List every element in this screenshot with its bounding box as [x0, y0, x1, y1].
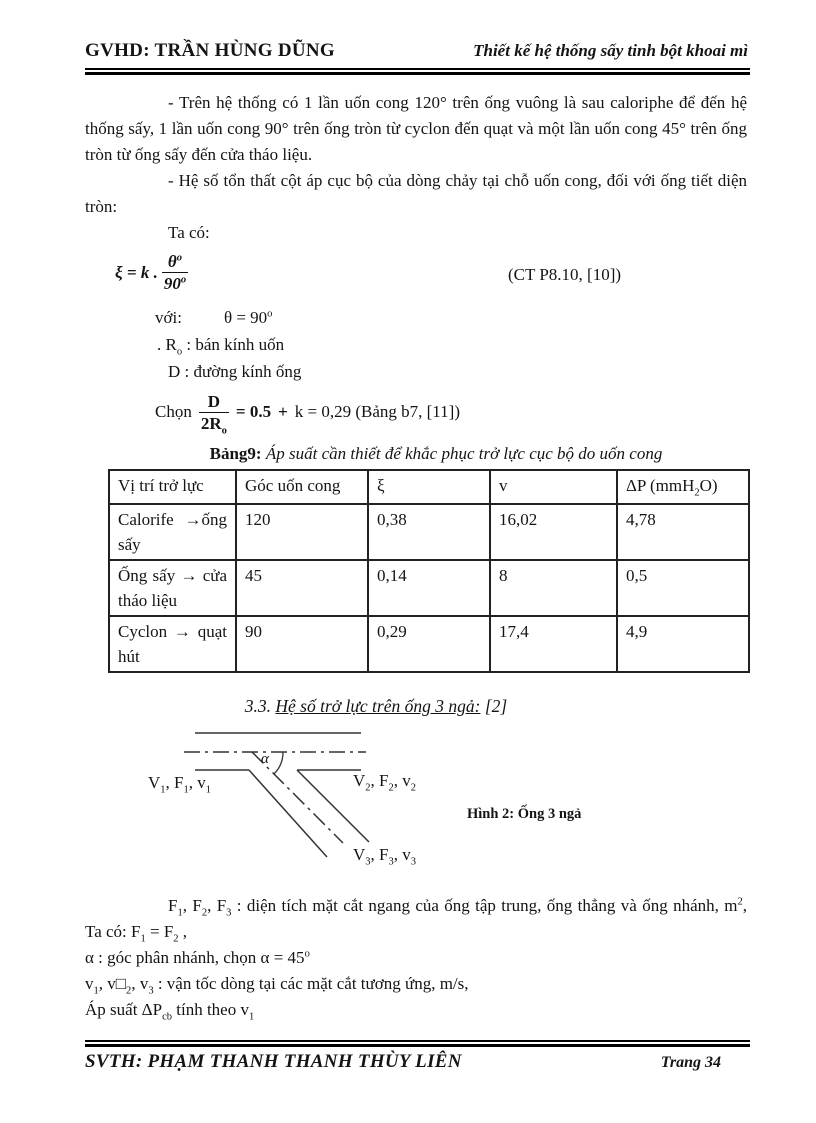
- table-row: [109, 616, 749, 672]
- chon-fraction-denominator: $2R_o$: [200, 413, 227, 436]
- header-cell-position: Vị trí trở lực: [109, 470, 236, 504]
- cell-angle: 120: [236, 504, 368, 560]
- table-caption: [85, 441, 747, 467]
- chon-equals-value: = 0.5: [235, 402, 272, 421]
- cell-xi: 0,38: [368, 504, 490, 560]
- three-way-pipe-diagram: [85, 721, 747, 893]
- chon-equation-row: [155, 385, 747, 439]
- pressure-loss-table: [108, 469, 750, 673]
- cell-xi: 0,14: [368, 560, 490, 616]
- note-pressure: Áp suất $\Delta P_{cb}$ tính theo $v_1$: [85, 1000, 255, 1023]
- note-velocities: $v_1$, $v□_2$, $v_3$ : vận tốc dòng tại các mặt cắt tương ứng, m/s,: [85, 974, 469, 997]
- definition-theta: [85, 304, 747, 331]
- cell-position: Ống sấy → cửa tháo liệu: [109, 560, 236, 616]
- section-number: 3.3.: [244, 696, 276, 716]
- page-content: [85, 90, 747, 1023]
- theta-value: $\theta = 90^o$: [223, 308, 273, 327]
- cell-dp: 4,78: [617, 504, 749, 560]
- note-cross-sections: $F_1$, $F_2$, $F_3$ : diện tích mặt cắt ngang của ống tập trung, ống thẳng và ống nhánh, $m^2$, Ta có: $F_1 = F_2$ ,: [85, 896, 747, 945]
- angle-alpha-label: α: [261, 751, 269, 767]
- fraction-denominator: 90$^o$: [163, 274, 187, 293]
- footer-rule: [85, 1040, 750, 1047]
- footer-page-number: Trang 34: [660, 1054, 721, 1071]
- header-rule: [85, 68, 750, 75]
- chon-fraction: [199, 391, 229, 434]
- formula-xi: [115, 251, 188, 294]
- formula-lhs: ξ = k .: [115, 262, 158, 282]
- chon-k-value: k = 0,29 (Bảng b7, [11]): [294, 402, 461, 421]
- branch-flow-label: $V_3$, $F_3$, $v_3$: [353, 845, 417, 868]
- definition-bend-radius: . $R_o$ : bán kính uốn: [157, 335, 285, 358]
- chon-plus-sign: +: [278, 402, 288, 421]
- header-doc-title: Thiết kế hệ thống sấy tinh bột khoai mì: [473, 41, 748, 60]
- page-footer: [85, 1051, 721, 1073]
- chon-label: Chọn: [155, 402, 192, 421]
- cell-angle: 90: [236, 616, 368, 672]
- inlet-flow-label: $V_1$, $F_1$, $v_1$: [148, 773, 212, 796]
- chon-fraction-numerator: D: [199, 391, 229, 413]
- straight-flow-label: $V_2$, $F_2$, $v_2$: [353, 771, 417, 794]
- header-cell-dp: ΔP (mmH$_2$O): [617, 470, 749, 504]
- cell-position: Calorife →ống sấy: [109, 504, 236, 560]
- header-cell-v: v: [490, 470, 617, 504]
- voi-label: với:: [155, 308, 182, 327]
- paragraph-bends: - Trên hệ thống có 1 lần uốn cong 120° trên ống vuông là sau caloriphe để đến hệ thống sấy, 1 lần uốn cong 90° trên ống tròn từ cyclon đến quạt và một lần uốn cong 45° trên ống tròn từ ống sấy đến cửa tháo liệu.: [85, 93, 747, 164]
- ta-co-label: Ta có:: [168, 223, 210, 242]
- cell-dp: 0,5: [617, 560, 749, 616]
- header-advisor-name: GVHD: TRẦN HÙNG DŨNG: [85, 40, 336, 61]
- paragraph-loss-coefficient: - Hệ số tổn thất cột áp cục bộ của dòng chảy tại chỗ uốn cong, đối với ống tiết diện tròn:: [85, 171, 747, 216]
- table-row: [109, 560, 749, 616]
- figure-caption: Hình 2: Ống 3 ngả: [467, 806, 582, 822]
- formula-fraction: [162, 251, 188, 294]
- cell-xi: 0,29: [368, 616, 490, 672]
- note-branch-angle: α : góc phân nhánh, chọn $\alpha = 45^o$: [85, 948, 310, 967]
- page-header: [85, 40, 748, 62]
- section-heading-3-3: [85, 693, 747, 719]
- footer-student-name: SVTH: PHẠM THANH THANH THÙY LIÊN: [85, 1051, 462, 1072]
- cell-position: Cyclon → quạt hút: [109, 616, 236, 672]
- header-cell-angle: Góc uốn cong: [236, 470, 368, 504]
- cell-v: 16,02: [490, 504, 617, 560]
- table-header-row: [109, 470, 749, 504]
- table-caption-text: Áp suất cần thiết để khắc phục trở lực cục bộ do uốn cong: [261, 444, 663, 463]
- formula-xi-row: [85, 246, 747, 304]
- fraction-numerator: $\theta^o$: [162, 251, 188, 273]
- table-caption-number: Bảng9:: [209, 444, 262, 463]
- cell-dp: 4,9: [617, 616, 749, 672]
- cell-angle: 45: [236, 560, 368, 616]
- table-row: [109, 504, 749, 560]
- cell-v: 8: [490, 560, 617, 616]
- cell-v: 17,4: [490, 616, 617, 672]
- section-reference: [2]: [480, 696, 508, 716]
- definition-pipe-diameter: D : đường kính ống: [168, 362, 302, 381]
- formula-reference: (CT P8.10, [10]): [508, 265, 622, 284]
- section-title: Hệ số trở lực trên ống 3 ngả:: [275, 696, 481, 716]
- header-cell-xi: ξ: [368, 470, 490, 504]
